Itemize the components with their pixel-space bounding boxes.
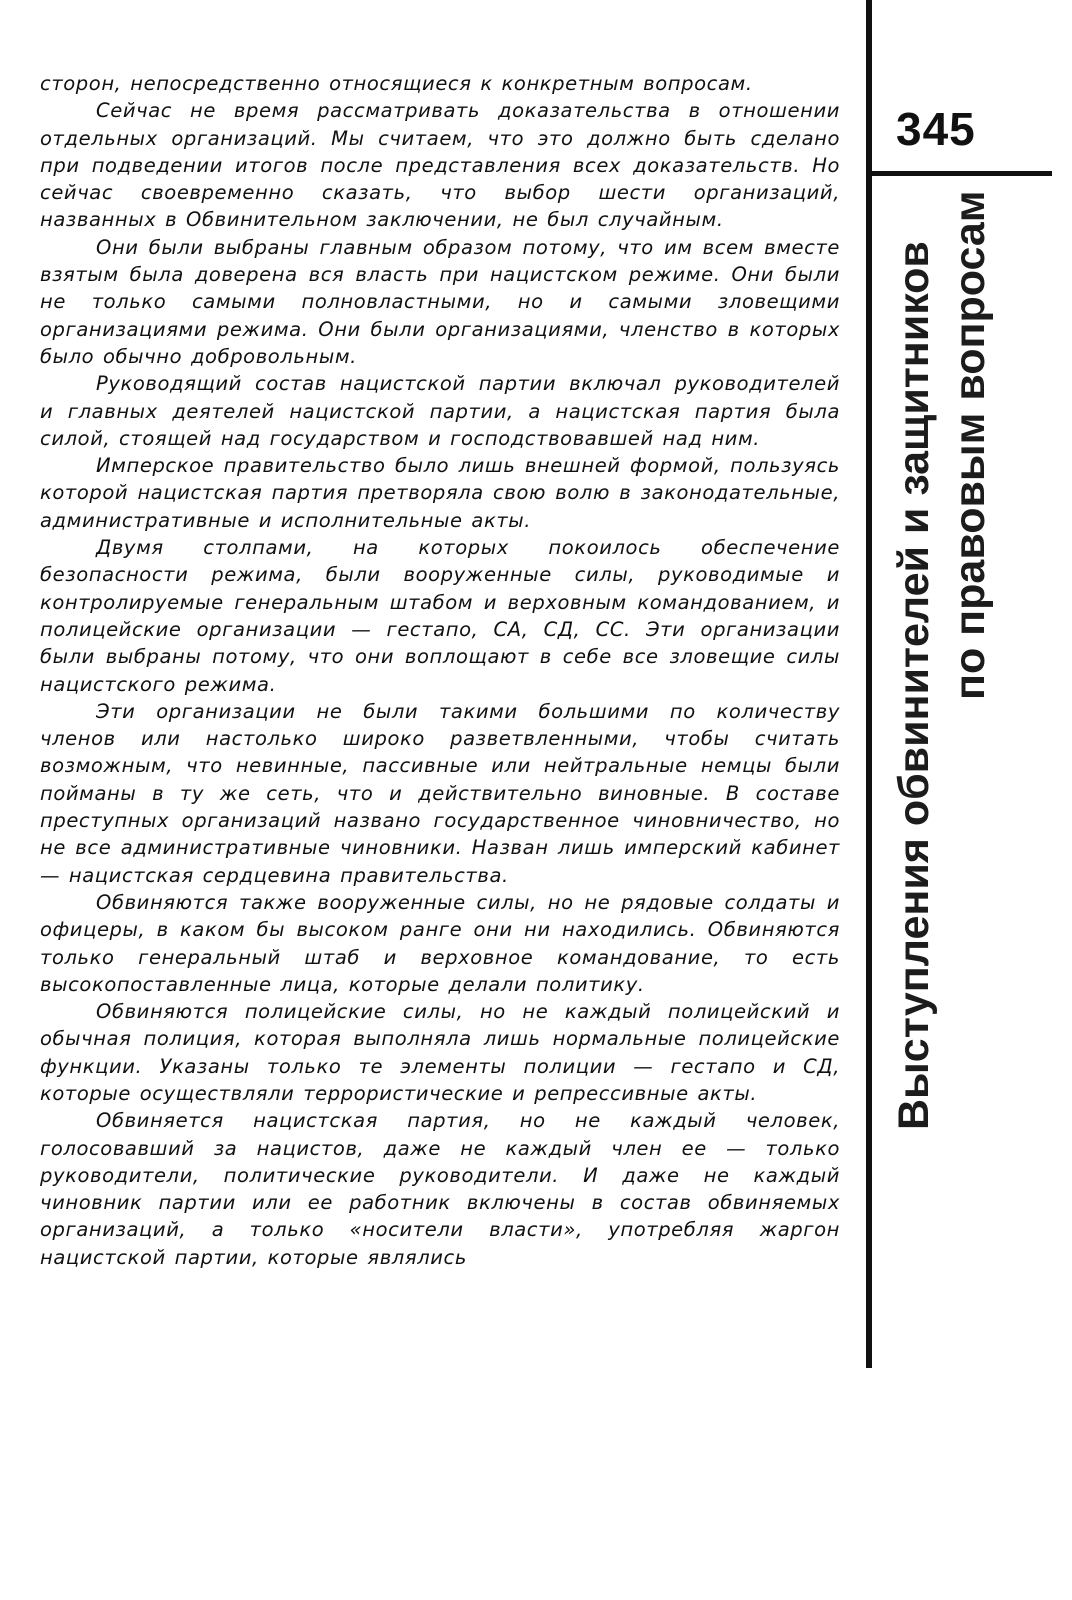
running-title-line-1: Выступления обвинителей и защитников xyxy=(890,241,938,1130)
running-title-line-2: по правовым вопросам xyxy=(946,190,994,700)
paragraph: Сейчас не время рассматривать доказательства в отношении отдельных организаций. Мы считаем, что это должно быть сделано при подведении итогов после представления всех доказательств. Но сейчас своевременно сказать, что выбор шести организаций, названных в Обвинительном заключении, не был случайным. xyxy=(40,99,840,232)
paragraph: Обвиняются полицейские силы, но не каждый полицейский и обычная полиция, которая выполняла лишь нормальные полицейские функции. Указаны только те элементы полиции — гестапо и СД, которые осуществляли террористические и репрессивные акты. xyxy=(40,1000,840,1105)
paragraph: Имперское правительство было лишь внешней формой, пользуясь которой нацистская партия претворяла свою волю в законодательные, административные и исполнительные акты. xyxy=(40,454,840,532)
page-number-rule xyxy=(872,171,1052,176)
paragraph-continued: сторон, непосредственно относящиеся к конкретным вопросам. xyxy=(40,72,753,95)
page-number: 345 xyxy=(896,103,976,155)
body-text-column xyxy=(40,70,840,1271)
paragraph: Обвиняются также вооруженные силы, но не рядовые солдаты и офицеры, в каком бы высоком ранге они ни находились. Обвиняются только генеральный штаб и верховное командование, то есть высокопоставленные лица, которые делали политику. xyxy=(40,890,840,996)
paragraph: Двумя столпами, на которых покоилось обеспечение безопасности режима, были вооруженные силы, руководимые и контролируемые генеральным штабом и верховным командованием, и полицейские организации — гестапо, СА, СД, СС. Эти организации были выбраны потому, что они воплощают в себе все зловещие силы нацистского режима. xyxy=(40,536,840,696)
paragraph: Руководящий состав нацистской партии включал руководителей и главных деятелей нацистской партии, а нацистская партия была силой, стоящей над государством и господствовавшей над ним. xyxy=(40,372,840,450)
paragraph: Они были выбраны главным образом потому, что им всем вместе взятым была доверена вся власть при нацистском режиме. Они были не только самыми полновластными, но и самыми зловещими организациями режима. Они были организациями, членство в которых было обычно добровольным. xyxy=(40,235,840,368)
paragraph: Эти организации не были такими большими по количеству членов или настолько широко разветвленными, чтобы считать возможным, что невинные, пассивные или нейтральные немцы были пойманы в ту же сеть, что и действительно виновные. В составе преступных организаций названо государственное чиновничество, но не все административные чиновники. Назван лишь имперский кабинет — нацистская сердцевина правительства. xyxy=(40,699,840,887)
paragraph: Обвиняется нацистская партия, но не каждый человек, голосовавший за нацистов, даже не каждый член ее — только руководители, политические руководители. И даже не каждый чиновник партии или ее работник включены в состав обвиняемых организаций, а только «носители власти», употребляя жаргон нацистской партии, которые являлись xyxy=(40,1109,840,1269)
running-title xyxy=(886,190,1056,1130)
margin-vertical-rule xyxy=(866,0,872,1368)
